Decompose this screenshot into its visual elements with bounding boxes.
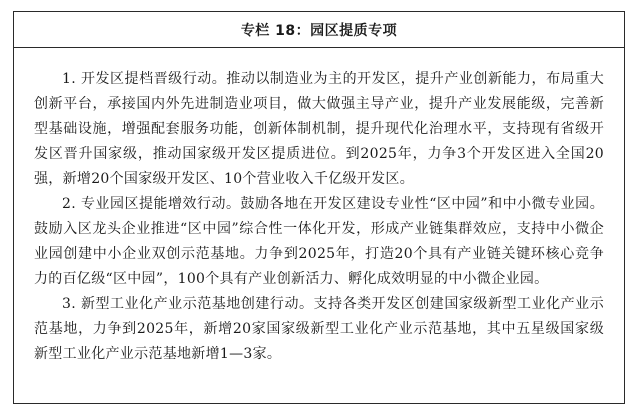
- column-title: 专栏 18：园区提质专项: [14, 12, 624, 48]
- paragraph-industrialization-demo-base: 3. 新型工业化产业示范基地创建行动。支持各类开发区创建国家级新型工业化产业示范基地，力争到2025年，新增20家国家级新型工业化产业示范基地，其中五星级国家级新型工业化产业示范基地新增1—3家。: [34, 296, 604, 362]
- column-box: [13, 11, 625, 404]
- paragraph-specialized-park-efficiency: 2. 专业园区提能增效行动。鼓励各地在开发区建设专业性“区中园”和中小微专业园。鼓励入区龙头企业推进“区中园”综合性一体化开发，形成产业链集群效应，支持中小微企业园创建中小企业双创示范基地。力争到2025年，打造20个具有产业链关键环核心竞争力的百亿级“区中园”，100个具有产业创新活力、孵化成效明显的中小微企业园。: [34, 196, 604, 287]
- paragraph-development-zone-upgrade: 1. 开发区提档晋级行动。推动以制造业为主的开发区，提升产业创新能力，布局重大创新平台，承接国内外先进制造业项目，做大做强主导产业，提升产业发展能级，完善新型基础设施，增强配套服务功能，创新体制机制，提升现代化治理水平，支持现有省级开发区晋升国家级，推动国家级开发区提质进位。到2025年，力争3个开发区进入全国20强，新增20个国家级开发区、10个营业收入千亿级开发区。: [34, 71, 604, 187]
- column-body: [14, 48, 624, 367]
